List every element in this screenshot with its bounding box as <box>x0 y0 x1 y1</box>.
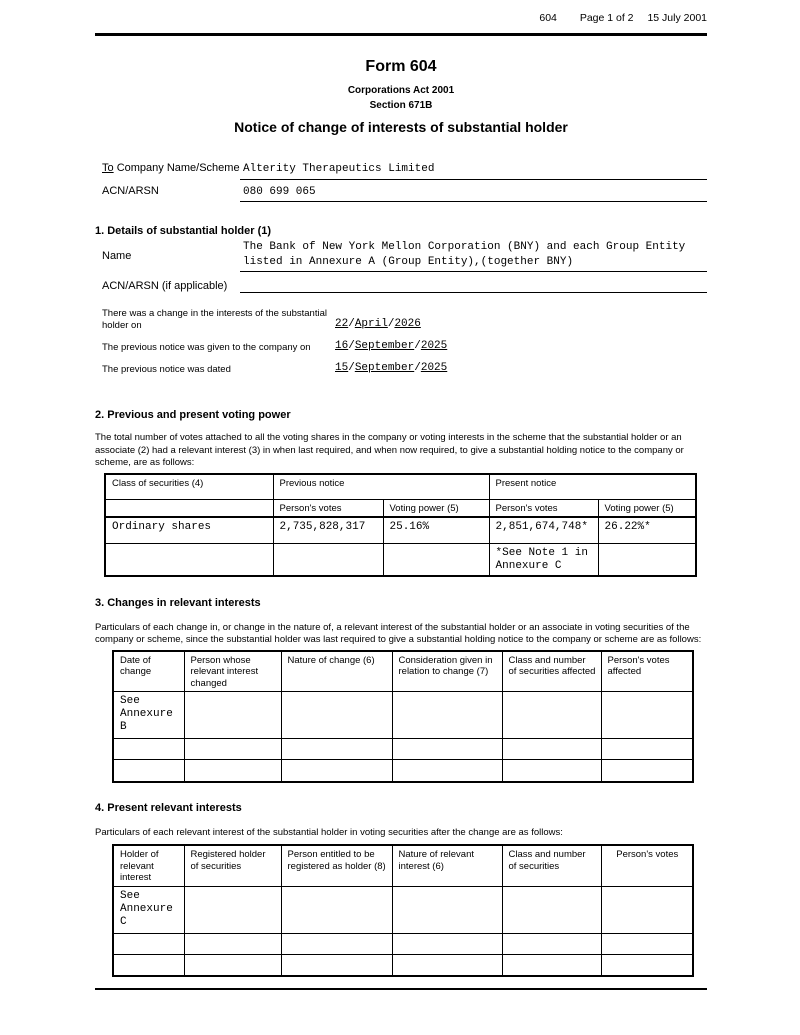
table-cell <box>383 543 489 576</box>
annexure-b-reference-cell: See Annexure B <box>113 692 184 739</box>
holder-acn-row <box>102 276 707 293</box>
previous-persons-votes-cell: 2,735,828,317 <box>273 517 383 543</box>
table-cell <box>281 933 392 954</box>
dated-year: 2025 <box>420 362 448 375</box>
change-month: April <box>354 318 388 331</box>
previous-voting-power-header: Voting power (5) <box>383 499 489 517</box>
table-cell <box>113 760 184 782</box>
table-row <box>113 886 693 933</box>
table-cell <box>184 954 281 976</box>
table-cell <box>601 954 693 976</box>
table-row <box>113 845 693 886</box>
table-cell <box>502 760 601 782</box>
class-number-header: Class and number of securities <box>502 845 601 886</box>
annexure-c-reference-cell: See Annexure C <box>113 886 184 933</box>
holder-name-row <box>102 240 707 272</box>
table-cell <box>601 692 693 739</box>
act-subtitle: Corporations Act 2001 <box>347 85 455 96</box>
table-cell <box>113 954 184 976</box>
nature-of-change-header: Nature of change (6) <box>281 651 392 692</box>
present-persons-votes-header: Person's votes <box>489 499 598 517</box>
date-of-change-header: Date of change <box>113 651 184 692</box>
table-cell <box>502 886 601 933</box>
top-rule <box>95 33 707 36</box>
persons-votes-header: Person's votes <box>601 845 693 886</box>
change-date-row <box>102 308 707 331</box>
table-cell <box>273 543 383 576</box>
dated-month: September <box>354 362 415 375</box>
consideration-header: Consideration given in relation to change (7) <box>392 651 502 692</box>
previous-notice-dated-label: The previous notice was dated <box>102 363 231 375</box>
class-of-securities-header: Class of securities (4) <box>105 474 273 499</box>
table-cell <box>113 933 184 954</box>
previous-persons-votes-header: Person's votes <box>273 499 383 517</box>
table-cell <box>281 886 392 933</box>
holder-name-label: Name <box>102 249 132 262</box>
section-subtitle: Section 671B <box>369 100 433 111</box>
section2-paragraph: The total number of votes attached to all the voting shares in the company or voting interests in the scheme that the substantial holder or an associate (2) had a relevant interest (3) in when last required, and when now required, to give a substantial holding notice to the company or scheme, are as follows: <box>95 432 684 468</box>
table-cell <box>392 954 502 976</box>
table-cell <box>105 499 273 517</box>
table-cell <box>281 692 392 739</box>
section4-heading: 4. Present relevant interests <box>95 801 242 814</box>
class-of-securities-cell: Ordinary shares <box>105 517 273 543</box>
page-header-meta <box>95 12 707 24</box>
table-cell <box>601 933 693 954</box>
holder-details-block <box>95 240 707 375</box>
given-day: 16 <box>335 340 349 353</box>
previous-notice-dated-value: 15/September/2025 <box>335 362 448 375</box>
table-cell <box>601 886 693 933</box>
registered-holder-header: Registered holder of securities <box>184 845 281 886</box>
table-cell <box>502 954 601 976</box>
table-row <box>113 760 693 782</box>
table-cell <box>392 760 502 782</box>
to-label: To <box>102 162 114 174</box>
previous-notice-given-value: 16/September/2025 <box>335 340 448 353</box>
company-scheme-label: Company Name/Scheme <box>116 162 240 174</box>
holder-acn-label: ACN/ARSN (if applicable) <box>102 280 228 292</box>
table-cell <box>113 739 184 760</box>
given-year: 2025 <box>420 340 448 353</box>
company-name-row <box>102 162 707 180</box>
section3-paragraph: Particulars of each change in, or change in the nature of, a relevant interest of the substantial holder or an associate in voting securities of the company or scheme, since the substantial holder was last required to give a substantial holding notice to the company or scheme are as follows: <box>95 621 702 645</box>
persons-votes-affected-header: Person's votes affected <box>601 651 693 692</box>
table-cell <box>502 933 601 954</box>
company-acn-label: ACN/ARSN <box>102 184 159 197</box>
change-date-label: There was a change in the interests of the substantial holder on <box>102 308 327 331</box>
table-cell <box>184 933 281 954</box>
given-month: September <box>354 340 415 353</box>
table-cell <box>392 692 502 739</box>
table-row <box>113 954 693 976</box>
table-cell <box>105 543 273 576</box>
table-cell <box>281 760 392 782</box>
page-number: Page 1 of 2 <box>579 12 634 24</box>
addressee-block <box>95 162 707 202</box>
changes-in-relevant-interests-table <box>112 650 694 783</box>
form-number: 604 <box>539 12 557 24</box>
table-cell <box>184 760 281 782</box>
table-row <box>113 739 693 760</box>
bottom-rule <box>95 988 707 990</box>
form-title: Form 604 <box>365 58 437 75</box>
company-name-label <box>102 162 240 180</box>
table-cell <box>184 739 281 760</box>
table-cell <box>502 739 601 760</box>
table-row <box>113 933 693 954</box>
class-number-affected-header: Class and number of securities affected <box>502 651 601 692</box>
company-acn-value: 080 699 065 <box>240 185 707 203</box>
present-voting-power-cell: 26.22%* <box>598 517 696 543</box>
table-cell <box>392 886 502 933</box>
table-cell <box>601 760 693 782</box>
dated-day: 15 <box>335 362 349 375</box>
person-changed-header: Person whose relevant interest changed <box>184 651 281 692</box>
holder-name-value: The Bank of New York Mellon Corporation (BNY) and each Group Entity listed in Annexure A (Group Entity),(together BNY) <box>240 240 707 272</box>
table-cell <box>184 886 281 933</box>
table-cell <box>392 933 502 954</box>
previous-notice-given-row <box>102 340 707 353</box>
table-row <box>105 474 696 499</box>
section3-heading: 3. Changes in relevant interests <box>95 596 261 609</box>
table-row <box>105 543 696 576</box>
table-cell <box>392 739 502 760</box>
previous-voting-power-cell: 25.16% <box>383 517 489 543</box>
change-date-value: 22/April/2026 <box>335 318 421 331</box>
holder-of-interest-header: Holder of relevant interest <box>113 845 184 886</box>
table-cell <box>281 739 392 760</box>
change-day: 22 <box>335 318 349 331</box>
present-voting-power-header: Voting power (5) <box>598 499 696 517</box>
person-entitled-header: Person entitled to be registered as holder (8) <box>281 845 392 886</box>
section2-heading: 2. Previous and present voting power <box>95 409 291 422</box>
present-notice-header: Present notice <box>489 474 696 499</box>
present-persons-votes-cell: 2,851,674,748* <box>489 517 598 543</box>
previous-present-voting-power-table <box>104 473 697 577</box>
form-date: 15 July 2001 <box>647 12 707 24</box>
section1-heading: 1. Details of substantial holder (1) <box>95 225 272 237</box>
table-row <box>105 517 696 543</box>
company-name-value: Alterity Therapeutics Limited <box>240 162 707 180</box>
holder-acn-value <box>240 276 707 293</box>
present-relevant-interests-table <box>112 844 694 977</box>
table-row <box>113 651 693 692</box>
table-row <box>113 692 693 739</box>
notice-dates-block <box>102 308 707 375</box>
previous-notice-header: Previous notice <box>273 474 489 499</box>
table-cell <box>598 543 696 576</box>
nature-of-interest-header: Nature of relevant interest (6) <box>392 845 502 886</box>
table-cell <box>502 692 601 739</box>
table-row <box>105 499 696 517</box>
previous-notice-dated-row <box>102 362 707 375</box>
section4-paragraph: Particulars of each relevant interest of the substantial holder in voting securities after the change are as follows: <box>95 826 563 838</box>
note-reference-cell: *See Note 1 in Annexure C <box>489 543 598 576</box>
table-cell <box>184 692 281 739</box>
table-cell <box>601 739 693 760</box>
table-cell <box>281 954 392 976</box>
change-year: 2026 <box>394 318 421 331</box>
notice-title: Notice of change of interests of substantial holder <box>234 119 568 135</box>
company-acn-row <box>102 185 707 203</box>
previous-notice-given-label: The previous notice was given to the company on <box>102 341 311 353</box>
